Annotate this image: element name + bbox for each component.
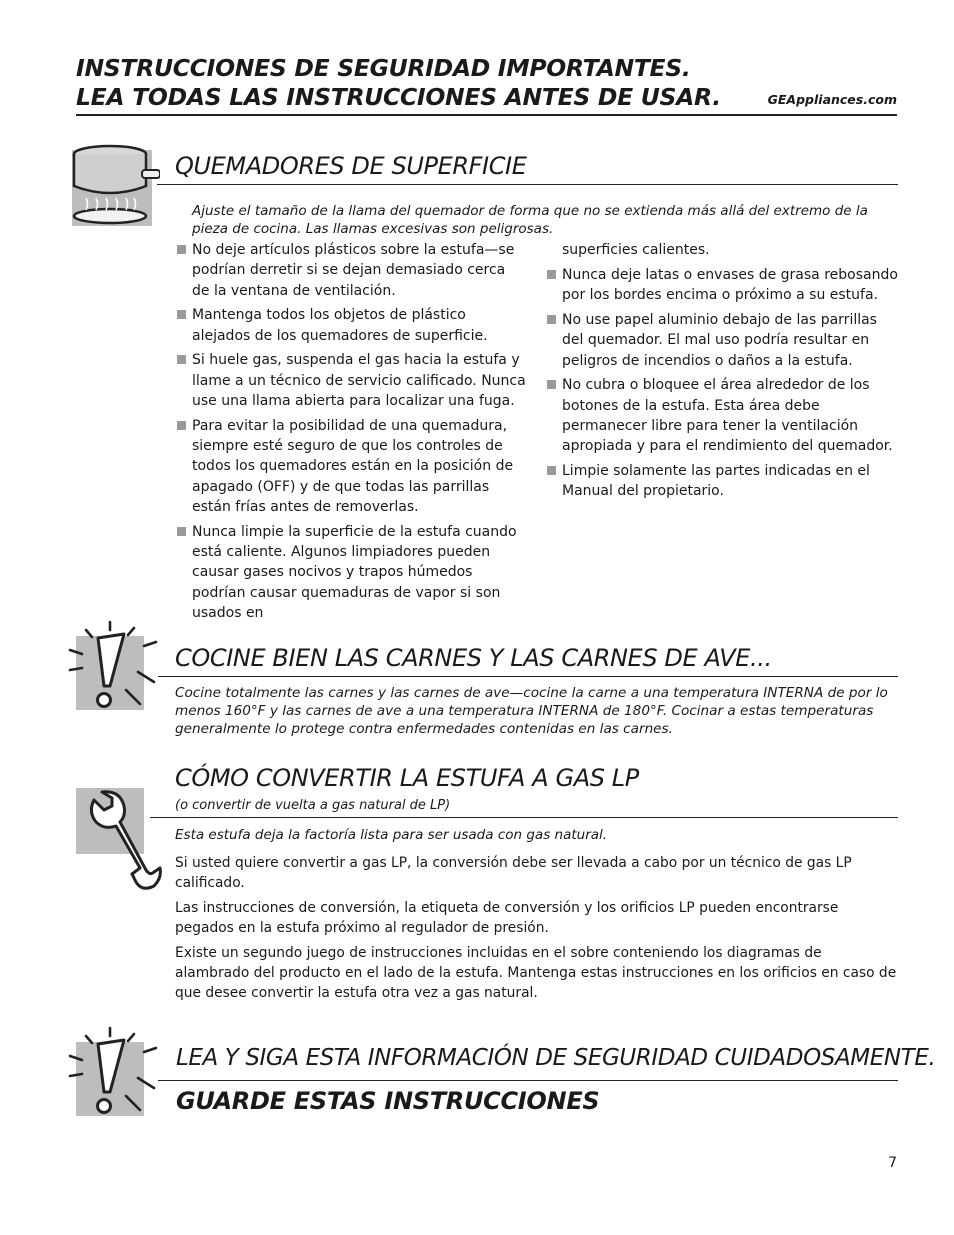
warning-exclamation-icon: [64, 620, 160, 712]
list-item: Nunca limpie la superficie de la estufa cuando está caliente. Algunos limpiadores pueden causar gases nocivos y trapos húmedos podrían causar quemaduras de vapor si son usados en: [176, 522, 526, 623]
burners-intro: Ajuste el tamaño de la llama del quemador de forma que no se extienda más allá del extremo de la pieza de cocina. Las llamas excesivas son peligrosas.: [192, 203, 868, 237]
lp-paragraphs: [175, 853, 900, 1008]
bullet-square-icon: [547, 270, 556, 279]
bullet-square-icon: [177, 527, 186, 536]
lp-section-subtitle: (o convertir de vuelta a gas natural de LP): [175, 798, 451, 813]
list-item: Si huele gas, suspenda el gas hacia la estufa y llame a un técnico de servicio calificado. Nunca use una llama abierta para localizar una fuga.: [176, 350, 526, 411]
list-item: Mantenga todos los objetos de plástico alejados de los quemadores de superficie.: [176, 305, 526, 346]
lp-section-divider: [150, 817, 898, 818]
bullet-square-icon: [177, 310, 186, 319]
bullet-square-icon: [547, 380, 556, 389]
pot-on-burner-icon: [68, 140, 160, 232]
meats-section-title: COCINE BIEN LAS CARNES Y LAS CARNES DE AVE...: [175, 644, 772, 672]
list-item: Limpie solamente las partes indicadas en el Manual del propietario.: [546, 461, 898, 502]
burners-right-continuation: superficies calientes.: [562, 242, 710, 258]
page-header-title: [76, 54, 721, 112]
list-item: Para evitar la posibilidad de una quemadura, siempre esté seguro de que los controles de todos los quemadores están en la posición de apagado (OFF) y de que todas las parrillas están frías antes de removerlas.: [176, 416, 526, 517]
lp-paragraph: Las instrucciones de conversión, la etiqueta de conversión y los orificios LP pueden encontrarse pegados en la estufa próximo al regulador de presión.: [175, 900, 839, 936]
header-divider: [76, 114, 897, 116]
list-item: Nunca deje latas o envases de grasa rebosando por los bordes encima o próximo a su estufa.: [546, 265, 898, 306]
list-item: No use papel aluminio debajo de las parrillas del quemador. El mal uso podría resultar en peligros de incendios o daños a la estufa.: [546, 310, 898, 371]
burners-left-list: [176, 240, 526, 628]
burners-right-list: [546, 265, 898, 506]
bullet-square-icon: [177, 421, 186, 430]
wrench-icon: [76, 786, 166, 894]
page-number: 7: [888, 1155, 897, 1171]
lp-paragraph: Existe un segundo juego de instrucciones incluidas en el sobre conteniendo los diagramas de alambrado del producto en el lado de la estufa. Mantenga estas instrucciones en los orificios en caso de que desee convertir la estufa otra vez a gas natural.: [175, 945, 897, 1001]
lp-section-title: CÓMO CONVERTIR LA ESTUFA A GAS LP: [175, 764, 639, 792]
bullet-square-icon: [177, 355, 186, 364]
website-label: GEAppliances.com: [767, 92, 897, 107]
closing-divider: [158, 1080, 898, 1081]
closing-line-1: LEA Y SIGA ESTA INFORMACIÓN DE SEGURIDAD CUIDADOSAMENTE.: [176, 1045, 936, 1071]
lp-intro: Esta estufa deja la factoría lista para ser usada con gas natural.: [175, 827, 608, 843]
burners-section-title: QUEMADORES DE SUPERFICIE: [175, 152, 527, 180]
header-title-line-2: LEA TODAS LAS INSTRUCCIONES ANTES DE USAR.: [76, 83, 721, 111]
lp-paragraph: Si usted quiere convertir a gas LP, la conversión debe ser llevada a cabo por un técnico de gas LP calificado.: [175, 855, 852, 891]
bullet-square-icon: [547, 315, 556, 324]
list-item: No deje artículos plásticos sobre la estufa—se podrían derretir si se dejan demasiado cerca de la ventana de ventilación.: [176, 240, 526, 301]
meats-text: Cocine totalmente las carnes y las carnes de ave—cocine la carne a una temperatura INTERNA de por lo menos 160°F y las carnes de ave a una temperatura INTERNA de 180°F. Cocinar a estas temperaturas generalmente lo protege contra enfermedades contenidas en las carnes.: [175, 685, 888, 737]
closing-line-2: GUARDE ESTAS INSTRUCCIONES: [176, 1087, 600, 1115]
warning-exclamation-icon: [64, 1026, 160, 1118]
burners-section-divider: [157, 184, 898, 185]
meats-section-divider: [158, 676, 898, 677]
header-title-line-1: INSTRUCCIONES DE SEGURIDAD IMPORTANTES.: [76, 54, 691, 82]
list-item: No cubra o bloquee el área alrededor de los botones de la estufa. Esta área debe permanecer libre para tener la ventilación apropiada y para el rendimiento del quemador.: [546, 375, 898, 456]
bullet-square-icon: [547, 466, 556, 475]
bullet-square-icon: [177, 245, 186, 254]
